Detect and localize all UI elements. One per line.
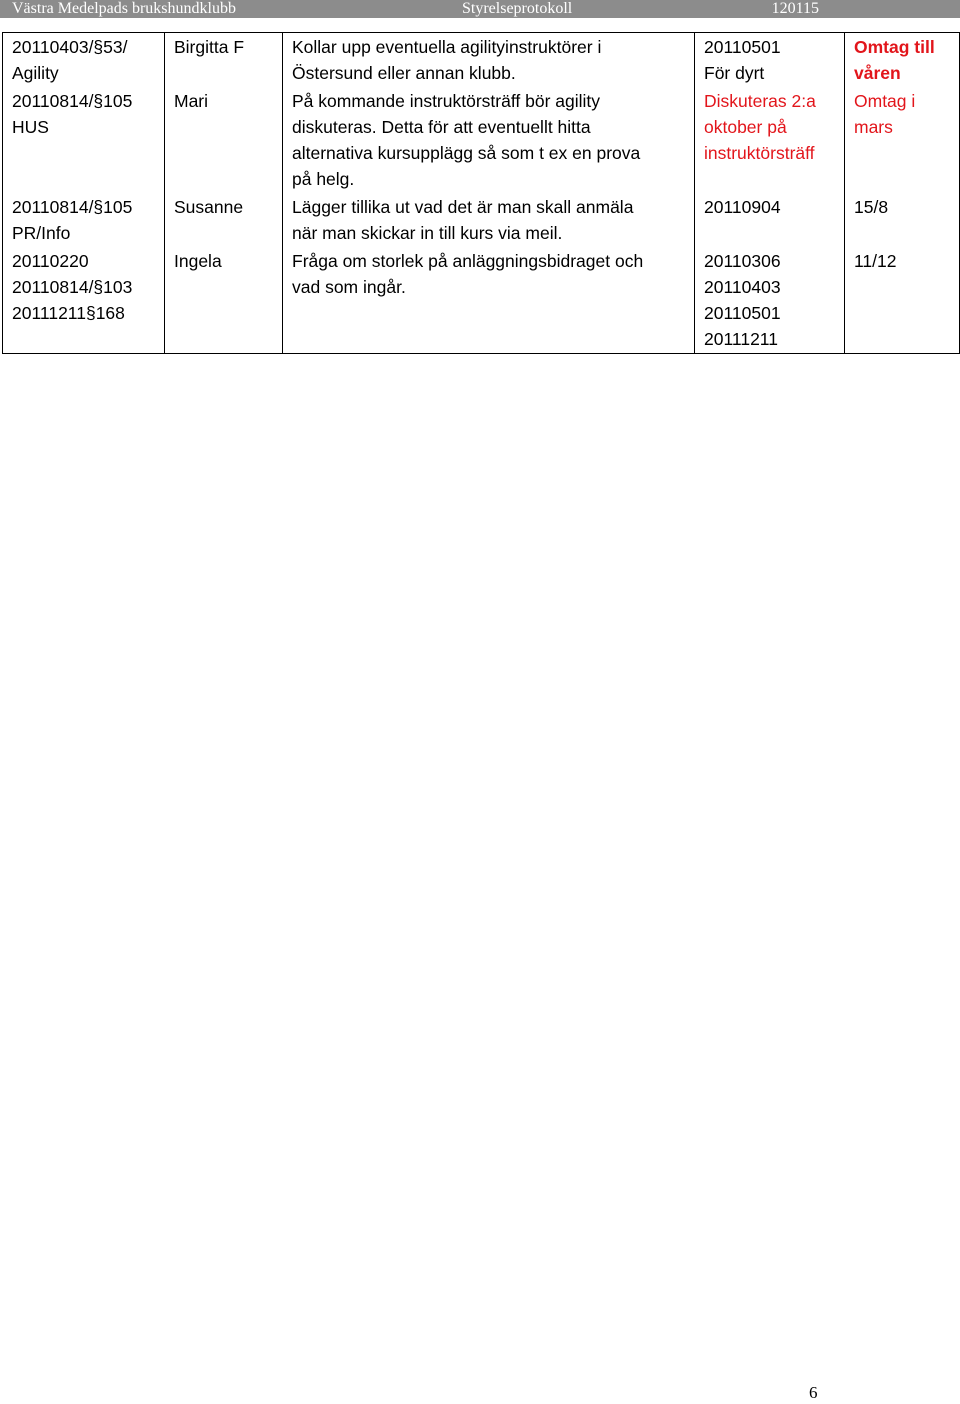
task-line: Östersund eller annan klubb.	[292, 63, 516, 83]
person-name: Mari	[174, 91, 209, 111]
person-name: Susanne	[174, 197, 244, 217]
deadline-line: 11/12	[854, 251, 897, 271]
reference-line: 20110220	[12, 251, 89, 271]
table-row	[3, 247, 960, 354]
deadline-line: 15/8	[854, 197, 889, 217]
person-name: Birgitta F	[174, 37, 245, 57]
reference-cell	[3, 247, 165, 354]
header-document-type: Styrelseprotokoll	[462, 0, 573, 17]
page-number: 6	[809, 1383, 818, 1402]
status-line: instruktörsträff	[704, 143, 815, 163]
reference-line: Agility	[12, 63, 59, 83]
table-row	[3, 33, 960, 88]
reference-cell	[3, 87, 165, 193]
task-cell	[283, 193, 695, 247]
status-line: 20111211	[704, 329, 778, 349]
status-line: 20110904	[704, 197, 781, 217]
status-cell	[695, 87, 845, 193]
person-cell	[165, 33, 283, 88]
task-line: när man skickar in till kurs via meil.	[292, 223, 563, 243]
reference-line: 20110814/§105	[12, 91, 133, 111]
task-line: Lägger tillika ut vad det är man skall anmäla	[292, 197, 634, 217]
status-line: oktober på	[704, 117, 787, 137]
deadline-cell	[845, 87, 960, 193]
reference-line: 20110403/§53/	[12, 37, 128, 57]
status-line: 20110403	[704, 277, 781, 297]
table-row	[3, 193, 960, 247]
reference-line: 20110814/§103	[12, 277, 133, 297]
task-cell	[283, 247, 695, 354]
task-line: vad som ingår.	[292, 277, 406, 297]
reference-cell	[3, 33, 165, 88]
person-cell	[165, 247, 283, 354]
deadline-cell	[845, 193, 960, 247]
task-line: På kommande instruktörsträff bör agility	[292, 91, 601, 111]
task-line: alternativa kursupplägg så som t ex en prova	[292, 143, 641, 163]
reference-line: PR/Info	[12, 223, 71, 243]
table-row	[3, 87, 960, 193]
status-cell	[695, 193, 845, 247]
reference-line: HUS	[12, 117, 49, 137]
task-cell	[283, 87, 695, 193]
action-items-table	[2, 32, 960, 354]
status-cell	[695, 33, 845, 88]
task-line: på helg.	[292, 169, 355, 189]
status-cell	[695, 247, 845, 354]
status-line: Diskuteras 2:a	[704, 91, 816, 111]
task-line: Fråga om storlek på anläggningsbidraget och	[292, 251, 644, 271]
task-line: diskuteras. Detta för att eventuellt hitta	[292, 117, 591, 137]
reference-line: 20111211§168	[12, 303, 125, 323]
reference-line: 20110814/§105	[12, 197, 133, 217]
task-cell	[283, 33, 695, 88]
deadline-cell	[845, 33, 960, 88]
status-line: För dyrt	[704, 63, 765, 83]
status-line: 20110501	[704, 37, 781, 57]
status-line: 20110306	[704, 251, 781, 271]
deadline-line: mars	[854, 117, 893, 137]
status-line: 20110501	[704, 303, 781, 323]
deadline-line: Omtag till	[854, 37, 935, 57]
task-line: Kollar upp eventuella agilityinstruktörer i	[292, 37, 602, 57]
deadline-line: Omtag i	[854, 91, 916, 111]
page-header	[0, 0, 960, 18]
person-cell	[165, 87, 283, 193]
person-cell	[165, 193, 283, 247]
header-organization: Västra Medelpads brukshundklubb	[12, 0, 236, 17]
deadline-line: våren	[854, 63, 901, 83]
header-date: 120115	[771, 0, 819, 17]
reference-cell	[3, 193, 165, 247]
person-name: Ingela	[174, 251, 222, 271]
deadline-cell	[845, 247, 960, 354]
